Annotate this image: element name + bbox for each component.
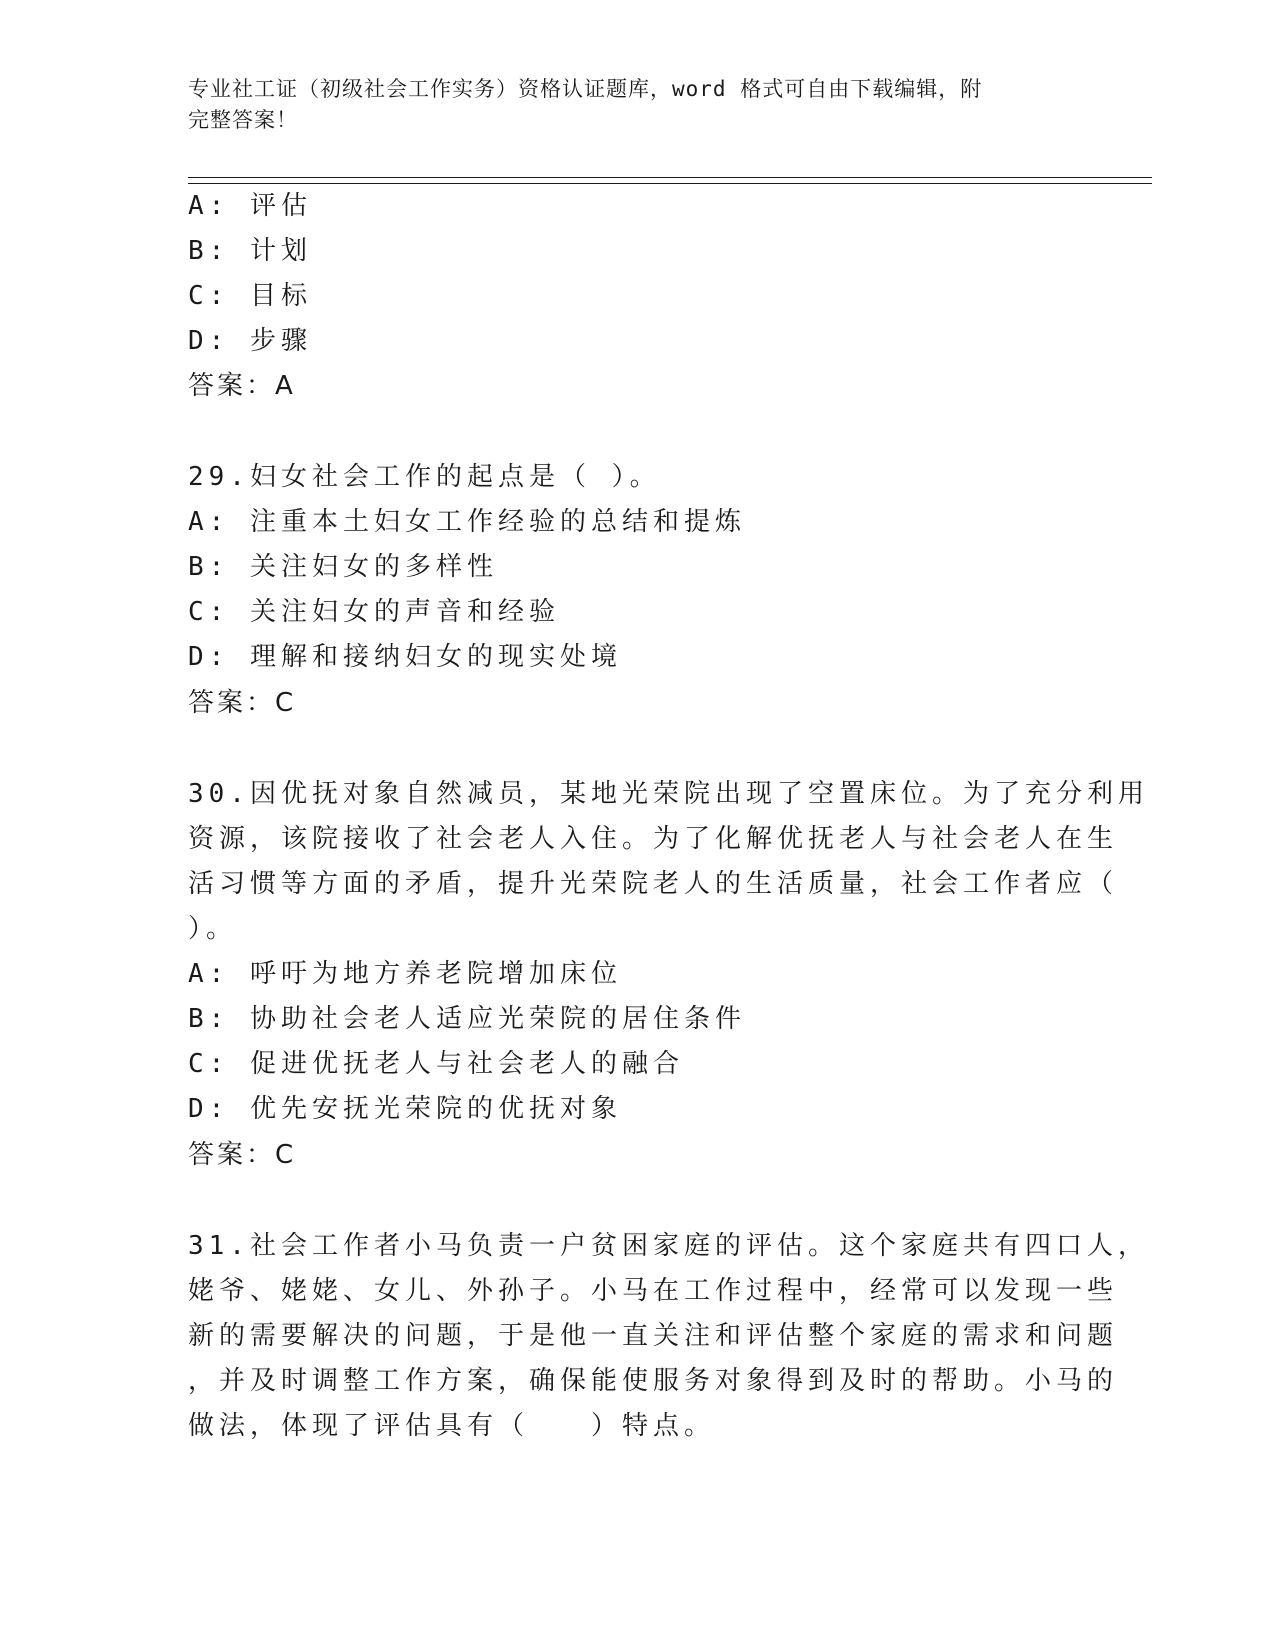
header-title-line-1: 专业社工证（初级社会工作实务）资格认证题库，word 格式可自由下载编辑，附 bbox=[188, 77, 983, 101]
q30-stem-line: 资源，该院接收了社会老人入住。为了化解优抚老人与社会老人在生 bbox=[188, 824, 1119, 854]
q30-stem-line: ）。 bbox=[188, 914, 238, 944]
q28-option-b: B: 计划 bbox=[188, 236, 312, 266]
q29-answer: 答案：C bbox=[188, 688, 297, 718]
q29-stem: 29.妇女社会工作的起点是（ ）。 bbox=[188, 462, 661, 492]
q30-option-d: D: 优先安抚光荣院的优抚对象 bbox=[188, 1094, 622, 1124]
q30-option-b: B: 协助社会老人适应光荣院的居住条件 bbox=[188, 1004, 746, 1034]
q29-option-c: C: 关注妇女的声音和经验 bbox=[188, 597, 560, 627]
q28-option-c: C: 目标 bbox=[188, 281, 312, 311]
q31-stem-line: 31.社会工作者小马负责一户贫困家庭的评估。这个家庭共有四口人， bbox=[188, 1231, 1149, 1261]
q31-stem-line: ，并及时调整工作方案，确保能使服务对象得到及时的帮助。小马的 bbox=[188, 1366, 1119, 1396]
q30-option-a: A: 呼吁为地方养老院增加床位 bbox=[188, 959, 622, 989]
q28-option-a: A: 评估 bbox=[188, 191, 312, 221]
q31-stem-line: 新的需要解决的问题，于是他一直关注和评估整个家庭的需求和问题 bbox=[188, 1321, 1119, 1351]
q29-option-b: B: 关注妇女的多样性 bbox=[188, 552, 498, 582]
q31-stem-line: 姥爷、姥姥、女儿、外孙子。小马在工作过程中，经常可以发现一些 bbox=[188, 1276, 1119, 1306]
header-divider-bottom bbox=[188, 183, 1152, 184]
q30-stem-line: 30.因优抚对象自然减员，某地光荣院出现了空置床位。为了充分利用 bbox=[188, 779, 1149, 809]
q28-answer: 答案：A bbox=[188, 371, 296, 401]
q30-option-c: C: 促进优抚老人与社会老人的融合 bbox=[188, 1049, 684, 1079]
q30-stem-line: 活习惯等方面的矛盾，提升光荣院老人的生活质量，社会工作者应（ bbox=[188, 869, 1119, 899]
document-header bbox=[188, 74, 1068, 136]
header-divider-top bbox=[188, 177, 1152, 178]
q28-option-d: D: 步骤 bbox=[188, 326, 312, 356]
q29-option-d: D: 理解和接纳妇女的现实处境 bbox=[188, 642, 622, 672]
q31-stem-line: 做法，体现了评估具有（ ）特点。 bbox=[188, 1411, 716, 1441]
q29-option-a: A: 注重本土妇女工作经验的总结和提炼 bbox=[188, 507, 746, 537]
header-title-line-2: 完整答案！ bbox=[188, 108, 298, 132]
q30-answer: 答案：C bbox=[188, 1140, 297, 1170]
